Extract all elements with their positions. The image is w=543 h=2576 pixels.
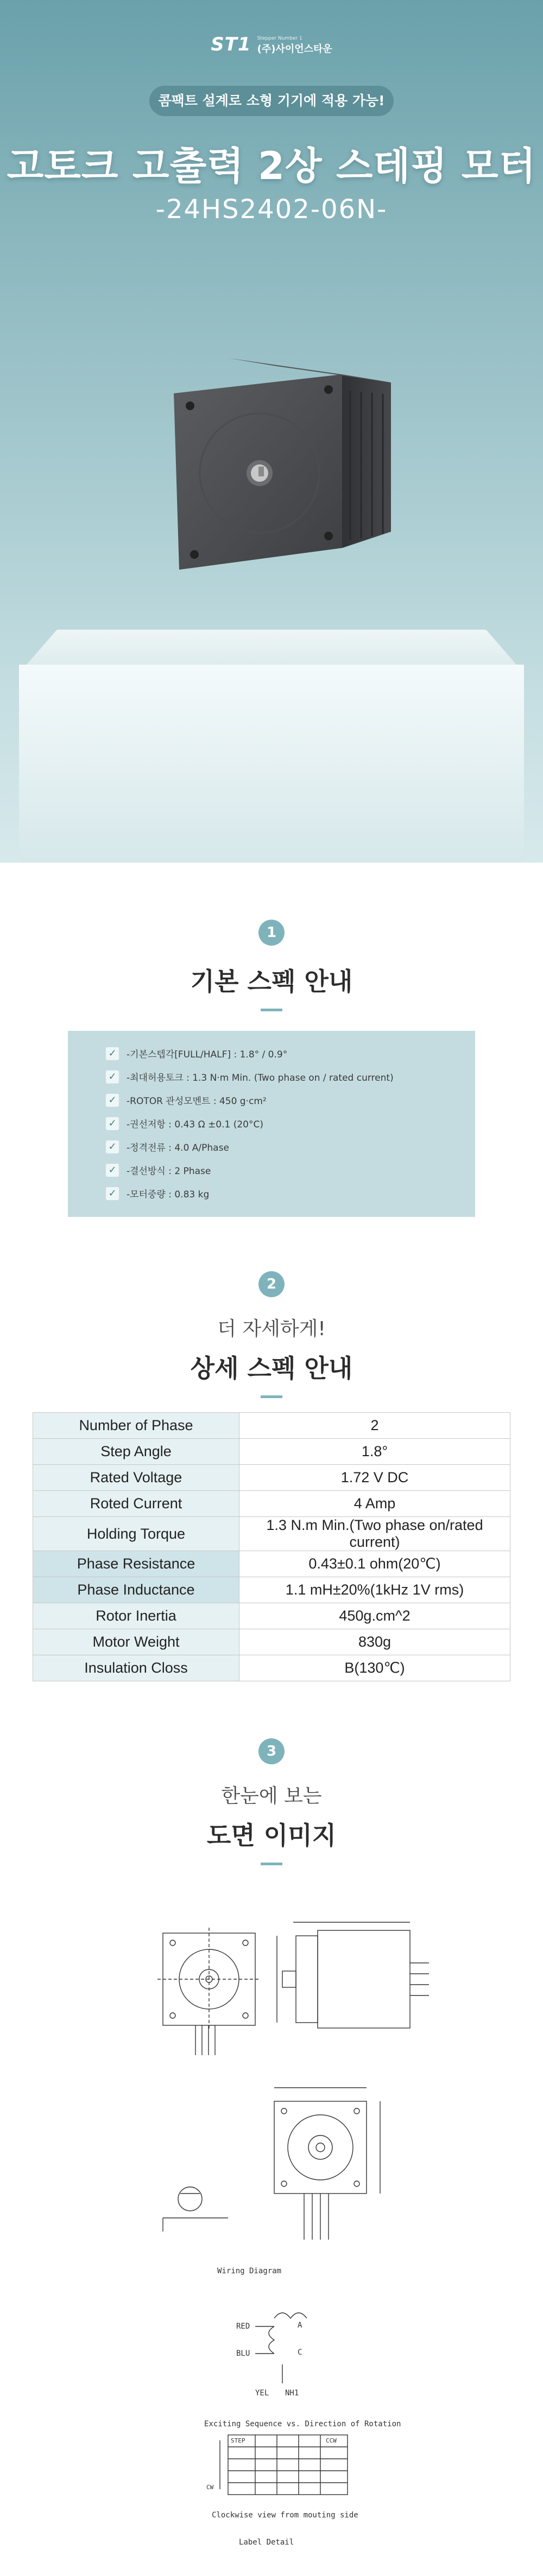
- list-item: ✓ -모터중량 : 0.83 kg: [106, 1182, 475, 1205]
- table-row: [33, 1517, 510, 1551]
- list-item: ✓ -기본스텝각[FULL/HALF] : 1.8° / 0.9°: [106, 1042, 475, 1065]
- step-header: STEP: [231, 2437, 245, 2444]
- list-item: ✓ -정격전류 : 4.0 A/Phase: [106, 1135, 475, 1158]
- wire-blu-label: BLU: [236, 2349, 250, 2358]
- model-number: -24HS2402-06N-: [155, 194, 388, 225]
- wire-yel-label: YEL: [255, 2389, 269, 2398]
- spec-value: 830g: [239, 1629, 510, 1655]
- drawing-lines: [0, 1892, 543, 2576]
- wiring-caption: Wiring Diagram: [217, 2267, 282, 2275]
- pedestal-front: [19, 665, 524, 863]
- list-item: ✓ -ROTOR 관성모멘트 : 450 g·cm²: [106, 1088, 475, 1112]
- spec-value: 1.8°: [239, 1439, 510, 1465]
- spec-value: 450g.cm^2: [239, 1603, 510, 1629]
- spec-table: [33, 1412, 510, 1681]
- spec-value: 2: [239, 1413, 510, 1439]
- table-row: [33, 1413, 510, 1439]
- cw-label: CW: [206, 2484, 214, 2491]
- section-number: 2: [258, 1271, 285, 1297]
- hero-title: 고토크 고출력 2상 스테핑 모터: [7, 144, 536, 188]
- title-underline: [261, 1009, 282, 1011]
- wire-red-label: RED: [236, 2322, 250, 2331]
- spec-key: Holding Torque: [33, 1517, 239, 1551]
- sequence-caption: Exciting Sequence vs. Direction of Rotation: [204, 2420, 401, 2428]
- stepper-motor-image: [163, 353, 396, 581]
- technical-drawing: [0, 1892, 543, 2576]
- spec-value: 1.1 mH±20%(1kHz 1V rms): [239, 1577, 510, 1603]
- detail-spec-section: [0, 1217, 543, 1681]
- spec-value: 4 Amp: [239, 1491, 510, 1517]
- check-icon: ✓: [106, 1070, 119, 1083]
- check-icon: ✓: [106, 1094, 119, 1107]
- label-detail-caption: Label Detail: [239, 2538, 294, 2547]
- spec-value: 0.43±0.1 ohm(20℃): [239, 1551, 510, 1577]
- ccw-label: CCW: [326, 2437, 337, 2444]
- brand-logo: [0, 34, 543, 55]
- list-item: ✓ -최대허용토크 : 1.3 N·m Min. (Two phase on / rated current): [106, 1065, 475, 1088]
- check-icon: ✓: [106, 1047, 119, 1060]
- spec-value: B(130℃): [239, 1655, 510, 1681]
- check-icon: ✓: [106, 1140, 119, 1153]
- check-icon: ✓: [106, 1187, 119, 1200]
- spec-key: Roted Current: [33, 1491, 239, 1517]
- spec-key: Motor Weight: [33, 1629, 239, 1655]
- table-row: [33, 1577, 510, 1603]
- section-subtitle: 한눈에 보는: [221, 1785, 322, 1807]
- section-number: 3: [258, 1738, 285, 1764]
- spec-key: Phase Resistance: [33, 1551, 239, 1577]
- table-row: [33, 1629, 510, 1655]
- section-title: 상세 스펙 안내: [190, 1354, 353, 1383]
- feature-pill: 콤팩트 설계로 소형 기기에 적용 가능!: [149, 86, 394, 116]
- spec-key: Rated Voltage: [33, 1465, 239, 1491]
- wire-nh1-label: NH1: [285, 2389, 299, 2398]
- spec-key: Step Angle: [33, 1439, 239, 1465]
- wire-a-label: A: [298, 2321, 302, 2330]
- check-icon: ✓: [106, 1164, 119, 1177]
- wire-c-label: C: [298, 2348, 302, 2357]
- spec-value: 1.3 N.m Min.(Two phase on/rated current): [239, 1517, 510, 1551]
- table-row: [33, 1439, 510, 1465]
- spec-key: Phase Inductance: [33, 1577, 239, 1603]
- basic-spec-section: [0, 863, 543, 1217]
- spec-key: Number of Phase: [33, 1413, 239, 1439]
- basic-spec-list: [68, 1031, 475, 1217]
- drawing-section: [0, 1681, 543, 2576]
- check-icon: ✓: [106, 1117, 119, 1130]
- table-row: [33, 1551, 510, 1577]
- hero-banner: [0, 0, 543, 863]
- table-row: [33, 1655, 510, 1681]
- logo-text: ST1: [211, 34, 251, 55]
- list-item: ✓ -결선방식 : 2 Phase: [106, 1158, 475, 1182]
- spec-key: Insulation Closs: [33, 1655, 239, 1681]
- section-title: 도면 이미지: [206, 1821, 337, 1850]
- logo-tagline: Stepper Number 1: [257, 36, 302, 41]
- section-title: 기본 스펙 안내: [190, 967, 353, 996]
- clockwise-caption: Clockwise view from mouting side: [212, 2511, 358, 2520]
- table-row: [33, 1465, 510, 1491]
- spec-value: 1.72 V DC: [239, 1465, 510, 1491]
- list-item: ✓ -권선저항 : 0.43 Ω ±0.1 (20°C): [106, 1112, 475, 1135]
- title-underline: [261, 1863, 282, 1865]
- table-row: [33, 1491, 510, 1517]
- section-subtitle: 더 자세하게!: [217, 1318, 326, 1340]
- title-underline: [261, 1395, 282, 1398]
- spec-key: Rotor Inertia: [33, 1603, 239, 1629]
- section-number: 1: [258, 920, 285, 946]
- table-row: [33, 1603, 510, 1629]
- company-name: (주)사이언스타운: [257, 43, 332, 55]
